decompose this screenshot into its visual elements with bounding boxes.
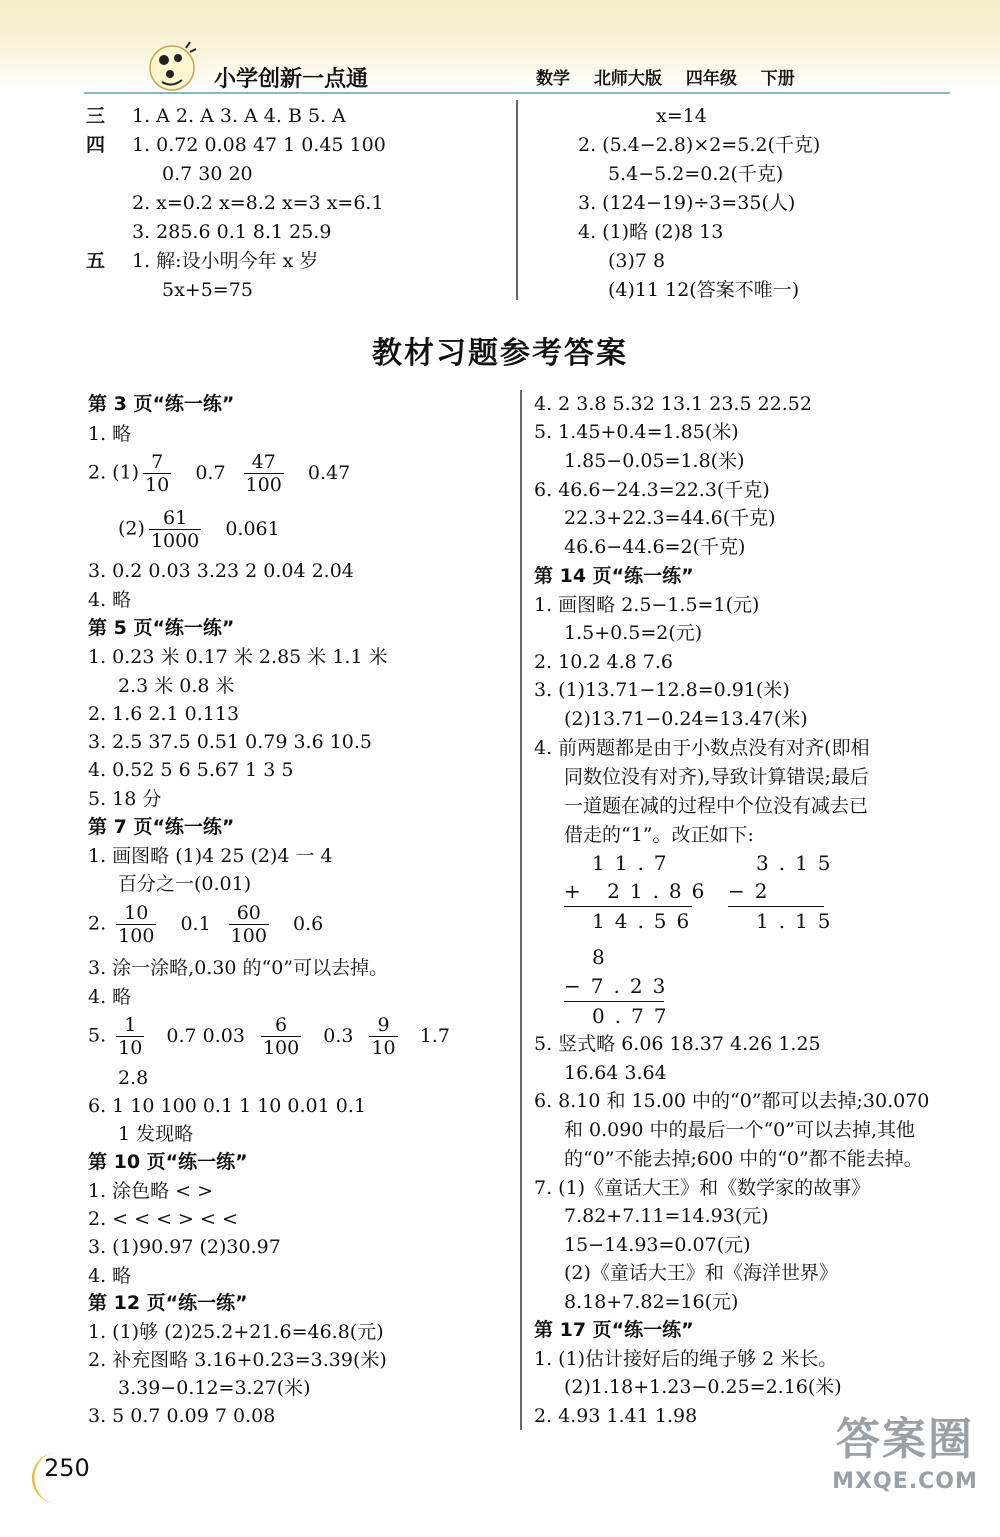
- p17-answer-2: 2. 4.93 1.41 1.98: [534, 1405, 698, 1427]
- fraction-7-10: [143, 451, 171, 496]
- p7-answer-1: 1. 画图略 (1)4 25 (2)4 一 4: [88, 845, 333, 867]
- p3-answer-2a: [88, 451, 350, 496]
- watermark-url: MXQE.COM: [832, 1469, 978, 1494]
- fraction-numerator: 7: [143, 451, 171, 474]
- p17-answer-1b: (2)1.18+1.23−0.25=2.16(米): [564, 1376, 842, 1398]
- p14-answer-2: 2. 10.2 4.8 7.6: [534, 651, 673, 673]
- p14-answer-6a: 6. 8.10 和 15.00 中的“0”都可以去掉;30.070: [534, 1090, 930, 1112]
- p7-5-b: 0.3: [323, 1024, 354, 1047]
- fraction-61-1000: [149, 507, 201, 552]
- p3-heading: 第 3 页“练一练”: [88, 393, 235, 415]
- top-right-line-4: 4. (1)略 (2)8 13: [578, 221, 724, 243]
- p3-2a-mid: 0.7: [195, 461, 226, 484]
- top-right-line-1: 2. (5.4−2.8)×2=5.2(千克): [578, 134, 821, 156]
- fraction-9-10: [369, 1014, 397, 1059]
- fraction-60-100: [229, 902, 269, 947]
- header-rule: [84, 92, 950, 94]
- top-left-line-4: 3. 285.6 0.1 8.1 25.9: [132, 221, 332, 243]
- p5-answer-2: 2. 1.6 2.1 0.113: [88, 703, 240, 725]
- p14-answer-4a: 4. 前两题都是由于小数点没有对齐(即相: [534, 737, 870, 759]
- r-answer-6b: 22.3+22.3=44.6(千克): [564, 507, 776, 529]
- fraction-10-100: [116, 902, 156, 947]
- fraction-denominator: 10: [145, 474, 170, 496]
- p3-2b-prefix: (2): [118, 517, 145, 540]
- top-left-line-5: 1. 解:设小明今年 x 岁: [132, 250, 319, 272]
- fraction-6-100: [261, 1014, 301, 1059]
- p7-2-end: 0.6: [292, 912, 324, 935]
- p5-answer-5: 5. 18 分: [88, 788, 162, 810]
- fraction-numerator: 9: [369, 1014, 397, 1037]
- fraction-47-100: [244, 451, 284, 496]
- top-left-line-1: 1. 0.72 0.08 47 1 0.45 100: [132, 134, 386, 156]
- fraction-denominator: 10: [371, 1037, 396, 1059]
- p14-answer-6c: 的“0”不能去掉;600 中的“0”都不能去掉。: [564, 1148, 923, 1170]
- edition-label: 北师大版: [593, 69, 662, 89]
- fraction-numerator: 60: [229, 902, 269, 925]
- p7-5-a: 0.7 0.03: [166, 1024, 245, 1047]
- p3-answer-2b: [118, 507, 280, 552]
- p14-answer-4c: 一道题在减的过程中个位没有减去已: [564, 795, 869, 817]
- p3-2a-end: 0.47: [307, 461, 351, 484]
- watermark-logo: 答案圈: [836, 1414, 974, 1465]
- p7-5-prefix: 5.: [88, 1024, 107, 1047]
- fraction-numerator: 61: [149, 507, 201, 530]
- fraction-denominator: 100: [118, 925, 155, 947]
- calc3-top: 8: [592, 945, 615, 969]
- calc2-mid: −2: [728, 879, 778, 903]
- p14-answer-1b: 1.5+0.5=2(元): [564, 622, 703, 644]
- p14-answer-7c: 15−14.93=0.07(元): [564, 1234, 751, 1256]
- r-answer-5b: 1.85−0.05=1.8(米): [564, 450, 745, 472]
- fraction-numerator: 1: [116, 1014, 144, 1037]
- book-meta: [536, 64, 813, 89]
- p7-answer-1b: 百分之一(0.01): [118, 873, 252, 895]
- p3-answer-1: 1. 略: [88, 423, 132, 445]
- p5-answer-4: 4. 0.52 5 6 5.67 1 3 5: [88, 759, 294, 781]
- p12-heading: 第 12 页“练一练”: [88, 1292, 248, 1314]
- p14-answer-5b: 16.64 3.64: [564, 1062, 667, 1084]
- p3-2a-prefix: 2. (1): [88, 461, 140, 484]
- watermark: [820, 1412, 990, 1496]
- volume-label: 下册: [760, 69, 795, 89]
- p12-answer-3: 3. 5 0.7 0.09 7 0.08: [88, 1405, 276, 1427]
- p17-heading: 第 17 页“练一练”: [534, 1319, 694, 1341]
- top-left-label-0: 三: [86, 105, 106, 127]
- fraction-numerator: 10: [116, 902, 156, 925]
- calc3-result: 0.77: [592, 1004, 677, 1028]
- fraction-1-10: [116, 1014, 144, 1059]
- main-column-divider: [520, 390, 522, 1430]
- p7-2-mid: 0.1: [180, 912, 211, 935]
- calc2-rule: [728, 906, 824, 907]
- p3-answer-3: 3. 0.2 0.03 3.23 2 0.04 2.04: [88, 560, 354, 582]
- p14-answer-5: 5. 竖式略 6.06 18.37 4.26 1.25: [534, 1033, 821, 1055]
- p7-5-c: 1.7: [419, 1024, 450, 1047]
- p10-answer-4: 4. 略: [88, 1265, 132, 1287]
- top-column-divider: [516, 100, 518, 300]
- fraction-numerator: 47: [244, 451, 284, 474]
- page-number: 250: [44, 1454, 90, 1482]
- p7-answer-4: 4. 略: [88, 986, 132, 1008]
- p10-answer-3: 3. (1)90.97 (2)30.97: [88, 1236, 281, 1258]
- r-answer-6: 6. 46.6−24.3=22.3(千克): [534, 479, 770, 501]
- calc1-top: 11.7: [592, 851, 677, 875]
- top-left-line-3: 2. x=0.2 x=8.2 x=3 x=6.1: [132, 192, 384, 214]
- calc1-result: 14.56: [592, 909, 700, 933]
- top-left-label-1: 四: [86, 134, 106, 156]
- p3-2b-end: 0.061: [225, 517, 280, 540]
- p7-answer-5: [88, 1014, 450, 1059]
- p7-heading: 第 7 页“练一练”: [88, 816, 235, 838]
- fraction-denominator: 1000: [150, 530, 200, 552]
- p7-answer-5b: 2.8: [118, 1067, 149, 1089]
- p5-answer-1: 1. 0.23 米 0.17 米 2.85 米 1.1 米: [88, 646, 388, 668]
- p7-answer-2: [88, 902, 323, 947]
- fraction-numerator: 6: [261, 1014, 301, 1037]
- p12-answer-1: 1. (1)够 (2)25.2+21.6=46.8(元): [88, 1321, 384, 1343]
- p7-2-prefix: 2.: [88, 912, 107, 935]
- grade-label: 四年级: [685, 69, 737, 89]
- p5-answer-1b: 2.3 米 0.8 米: [118, 675, 235, 697]
- top-right-line-3: 3. (124−19)÷3=35(人): [578, 192, 796, 214]
- p14-answer-6b: 和 0.090 中的最后一个“0”可以去掉,其他: [564, 1119, 916, 1141]
- p12-answer-2: 2. 补充图略 3.16+0.23=3.39(米): [88, 1349, 387, 1371]
- calc1-mid: + 21.86: [564, 879, 715, 903]
- fraction-denominator: 100: [245, 474, 282, 496]
- p7-answer-6: 6. 1 10 100 0.1 1 10 0.01 0.1: [88, 1095, 366, 1117]
- p17-answer-1: 1. (1)估计接好后的绳子够 2 米长。: [534, 1348, 838, 1370]
- p10-heading: 第 10 页“练一练”: [88, 1151, 248, 1173]
- top-left-line-2: 0.7 30 20: [162, 163, 253, 185]
- p14-answer-4b: 同数位没有对齐),导致计算错误;最后: [564, 766, 869, 788]
- p5-answer-3: 3. 2.5 37.5 0.51 0.79 3.6 10.5: [88, 731, 373, 753]
- mascot-logo-icon: [140, 38, 204, 94]
- fraction-denominator: 100: [262, 1037, 300, 1059]
- p14-answer-7b: 7.82+7.11=14.93(元): [564, 1205, 769, 1227]
- p14-answer-3b: (2)13.71−0.24=13.47(米): [564, 708, 808, 730]
- p14-answer-4d: 借走的“1”。改正如下:: [564, 824, 754, 846]
- calc1-rule: [564, 906, 692, 907]
- p14-answer-7: 7. (1)《童话大王》和《数学家的故事》: [534, 1177, 871, 1199]
- fraction-denominator: 10: [118, 1037, 143, 1059]
- section-title: 教材习题参考答案: [372, 336, 628, 371]
- p14-answer-3: 3. (1)13.71−12.8=0.91(米): [534, 679, 790, 701]
- top-left-line-0: 1. A 2. A 3. A 4. B 5. A: [132, 105, 346, 127]
- calc2-top: 3.15: [756, 851, 841, 875]
- top-right-line-6: (4)11 12(答案不唯一): [608, 279, 800, 301]
- p10-answer-2: 2. < < < > < <: [88, 1208, 238, 1230]
- calc3-rule: [564, 1001, 664, 1002]
- p3-answer-4: 4. 略: [88, 589, 132, 611]
- p10-answer-1: 1. 涂色略 < >: [88, 1180, 214, 1202]
- subject-label: 数学: [536, 69, 570, 89]
- p5-heading: 第 5 页“练一练”: [88, 617, 235, 639]
- top-left-label-5: 五: [86, 250, 106, 272]
- p7-answer-6b: 1 发现略: [118, 1123, 194, 1145]
- top-right-line-0: x=14: [656, 105, 707, 127]
- r-answer-4: 4. 2 3.8 5.32 13.1 23.5 22.52: [534, 393, 812, 415]
- p14-answer-1: 1. 画图略 2.5−1.5=1(元): [534, 594, 760, 616]
- r-answer-6c: 46.6−44.6=2(千克): [564, 536, 746, 558]
- p7-answer-3: 3. 涂一涂略,0.30 的“0”可以去掉。: [88, 957, 389, 979]
- fraction-denominator: 100: [230, 925, 267, 947]
- top-right-line-2: 5.4−5.2=0.2(千克): [608, 163, 784, 185]
- top-left-line-6: 5x+5=75: [162, 279, 253, 301]
- brand-title: 小学创新一点通: [214, 67, 369, 92]
- calc3-mid: −7.23: [564, 974, 676, 998]
- p14-answer-7e: 8.18+7.82=16(元): [564, 1291, 739, 1313]
- r-answer-5: 5. 1.45+0.4=1.85(米): [534, 421, 739, 443]
- p14-answer-7d: (2)《童话大王》和《海洋世界》: [564, 1262, 838, 1284]
- top-right-line-5: (3)7 8: [608, 250, 666, 272]
- p14-heading: 第 14 页“练一练”: [534, 565, 694, 587]
- p12-answer-2b: 3.39−0.12=3.27(米): [118, 1377, 311, 1399]
- calc2-result: 1.15: [756, 909, 841, 933]
